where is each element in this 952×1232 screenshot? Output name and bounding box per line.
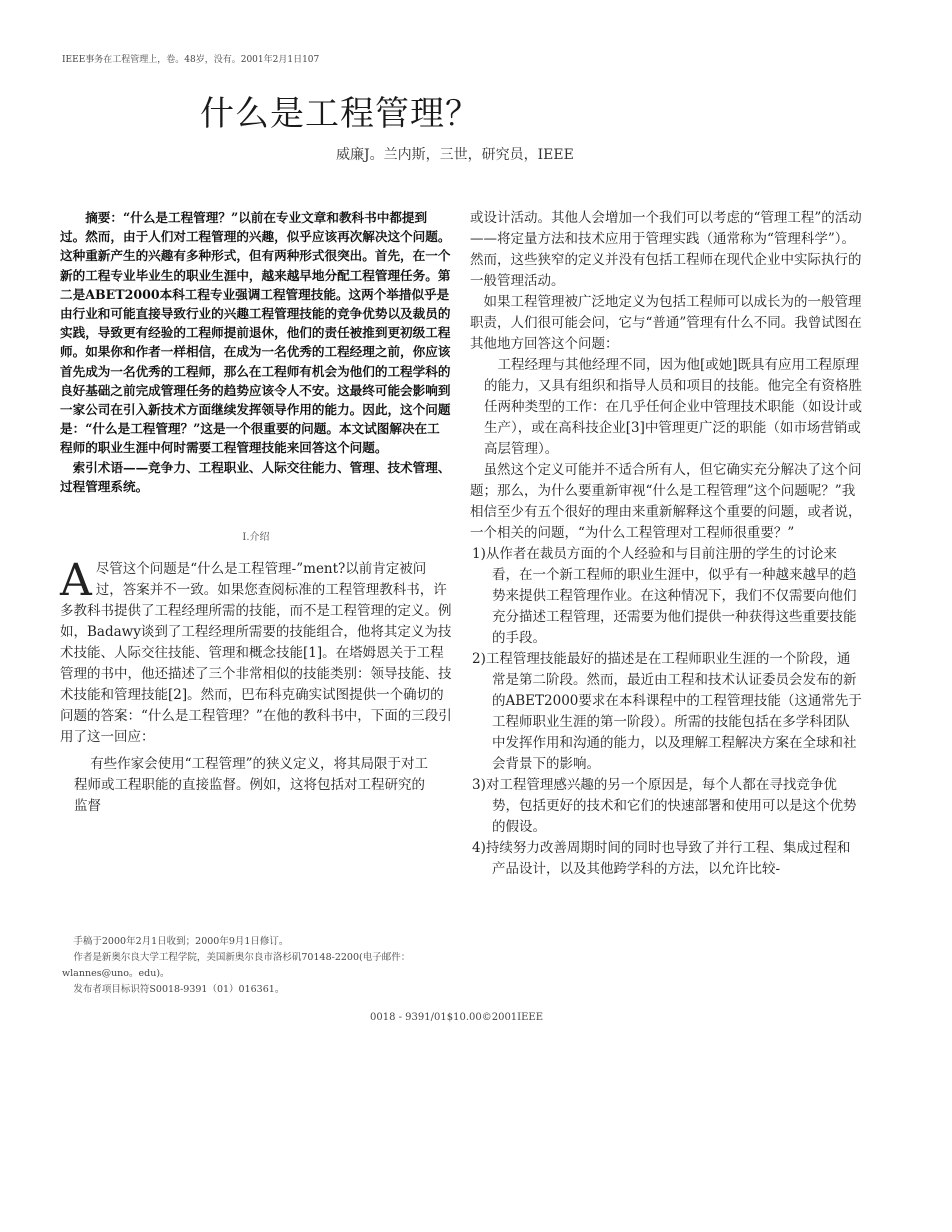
- paragraph: 如果工程管理被广泛地定义为包括工程师可以成长为的一般管理职责，人们很可能会问，它与“普通”管理有什么不同。我曾试图在其他地方回答这个问题：: [470, 294, 862, 352]
- list-item: 3)对工程管理感兴趣的另一个原因是，每个人都在寻找竞争优势，包括更好的技术和它们的快速部署和使用可以是这个优势的假设。: [472, 777, 857, 835]
- index-terms: 索引术语——竞争力、工程职业、人际交往能力、管理、技术管理、过程管理系统。: [60, 459, 451, 494]
- paragraph: 或设计活动。其他人会增加一个我们可以考虑的“管理工程”的活动——将定量方法和技术应用于管理实践（通常称为“管理科学”）。然而，这些狭窄的定义并没有包括工程师在现代企业中实际执行的一般管理活动。: [470, 210, 862, 289]
- copyright-footer: 0018 - 9391/01$10.00©2001IEEE: [370, 1012, 544, 1023]
- quote-block: 有些作家会使用“工程管理”的狭义定义，将其局限于对工程师或工程职能的直接监督。例如，这将包括对工程研究的监督: [74, 756, 428, 815]
- list-item: 2)工程管理技能最好的描述是在工程师职业生涯的一个阶段，通常是第二阶段。然而，最近由工程和技术认证委员会发布的新的ABET2000要求在本科课程中的工程管理技能（这通常先于工程师职业生涯的第一阶段）。所需的技能包括在多学科团队中发挥作用和沟通的能力，以及理解工程解决方案在全球和社会背景下的影响。: [472, 651, 862, 772]
- intro-paragraph: [60, 555, 452, 748]
- intro-text: 尽管这个问题是“什么是工程管理-”ment?以前肯定被问过，答案并不一致。如果您查阅标准的工程管理教科书，许多教科书提供了工程经理所需的技能，而不是工程管理的定义。例如，Badawy谈到了工程经理所需要的技能组合，他将其定义为技术技能、人际交往技能、管理和概念技能[1]。在塔姆恩关于工程管理的书中，他还描述了三个非常相似的技能类别：领导技能、技术技能和管理技能[2]。然而，巴布科克确实试图提供一个确切的问题的答案：“什么是工程管理？”在他的教科书中，下面的三段引用了这一回应：: [60, 561, 452, 746]
- right-column: [470, 208, 862, 880]
- drop-cap: A: [60, 555, 92, 607]
- page-title: 什么是工程管理？: [200, 94, 480, 134]
- list-item: 4)持续努力改善周期时间的同时也导致了并行工程、集成过程和产品设计，以及其他跨学科的方法，以允许比较-: [472, 840, 851, 877]
- reasons-list: [470, 544, 862, 880]
- left-column: [60, 208, 452, 817]
- quote-block: 工程经理与其他经理不同，因为他[或她]既具有应用工程原理的能力，又具有组织和指导人员和项目的技能。他完全有资格胜任两种类型的工作：在几乎任何企业中管理技术职能（如设计或生产），或在高科技企业[3]中管理更广泛的职能（如市场营销或高层管理）。: [484, 357, 862, 457]
- author-line: 威廉J。兰内斯，三世，研究员，IEEE: [336, 147, 574, 163]
- abstract: 摘要：“什么是工程管理？”以前在专业文章和教科书中都提到过。然而，由于人们对工程管理的兴趣，似乎应该再次解决这个问题。这种重新产生的兴趣有多种形式，但有两种形式很突出。首先，在一个新的工程专业毕业生的职业生涯中，越来越早地分配工程管理任务。第二是ABET2000本科工程专业强调工程管理技能。这两个举措似乎是由行业和可能直接导致行业的兴趣工程管理技能的竞争优势以及裁员的实践，导致更有经验的工程师提前退休，他们的责任被推到更初级工程师。如果你和作者一样相信，在成为一名优秀的工程经理之前，你应该首先成为一名优秀的工程师，那么在工程师有机会为他们的工程学科的良好基础之前完成管理任务的趋势应该令人不安。这最终可能会影响到一家公司在引入新技术方面继续发挥领导作用的能力。因此，这个问题是：“什么是工程管理？”这是一个很重要的问题。本文试图解决在工程师的职业生涯中何时需要工程管理技能来回答这个问题。: [60, 210, 451, 456]
- section-heading: I.介绍: [242, 532, 270, 544]
- paragraph: 虽然这个定义可能并不适合所有人，但它确实充分解决了这个问题；那么，为什么要重新审视“什么是工程管理”这个问题呢？”我相信至少有五个很好的理由来重新解释这个重要的问题，或者说，一个相关的问题，“为什么工程管理对工程师很重要？”: [470, 462, 862, 541]
- footnote-received: 手稿于2000年2月1日收到；2000年9月1日修订。: [73, 936, 289, 947]
- footnote-author: 作者是新奥尔良大学工程学院，美国新奥尔良市洛杉矶70148-2200(电子邮件：: [73, 952, 411, 963]
- footnote-publisher: 发布者项目标识符S0018-9391（01）016361。: [73, 984, 285, 995]
- footnotes: [62, 934, 462, 998]
- journal-header: IEEE事务在工程管理上，卷。48岁，没有。2001年2月1日107: [62, 55, 320, 65]
- list-item: 1)从作者在裁员方面的个人经验和与目前注册的学生的讨论来看，在一个新工程师的职业生涯中，似乎有一种越来越早的趋势来提供工程管理作业。在这种情况下，我们不仅需要向他们充分描述工程管理，还需要为他们提供一种获得这些重要技能的手段。: [472, 546, 857, 646]
- footnote-author-email: wlannes@uno。edu)。: [62, 968, 170, 979]
